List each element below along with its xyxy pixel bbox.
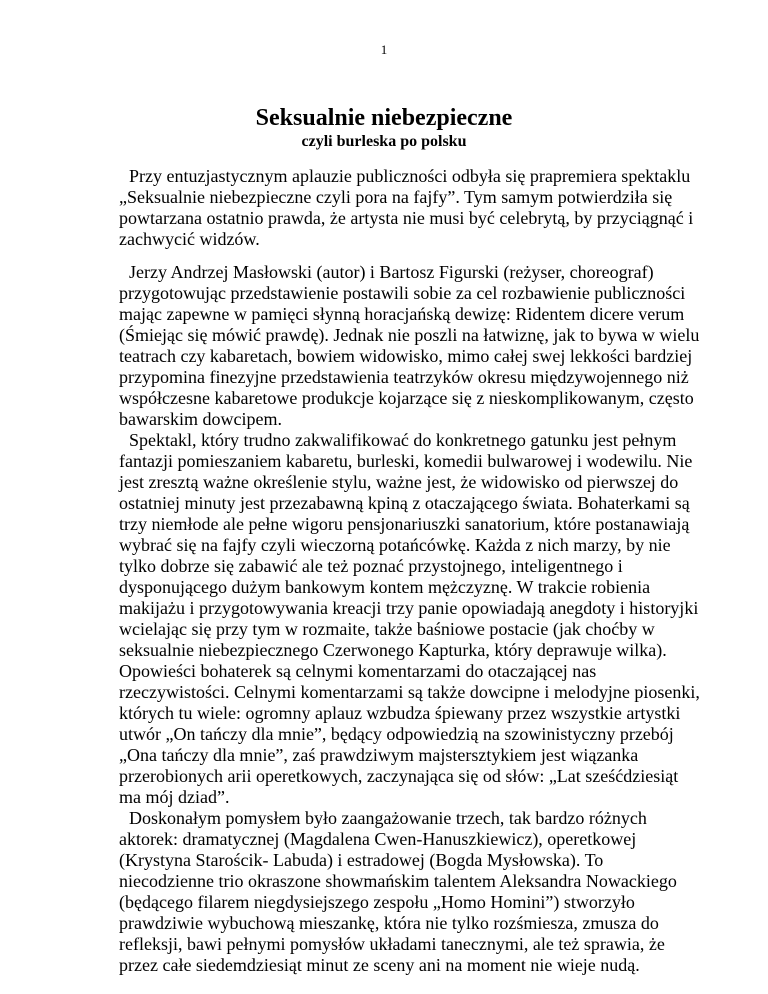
paragraph-line: dysponującego dużym bankowym kontem mężczyznę. W trakcie robienia bbox=[119, 577, 651, 597]
paragraph-line: utwór „On tańczy dla mnie”, będący odpowiedzią na szowinistyczny przebój bbox=[119, 724, 674, 744]
paragraph-line: refleksji, bawi pełnymi pomysłów układami tanecznymi, ale też sprawia, że bbox=[119, 934, 665, 954]
paragraph-line: Spektakl, który trudno zakwalifikować do konkretnego gatunku jest pełnym bbox=[129, 430, 677, 450]
paragraph-line: przerobionych arii operetkowych, zaczynająca się od słów: „Lat sześćdziesiąt bbox=[119, 766, 679, 786]
paragraph-line: fantazji pomieszaniem kabaretu, burleski, komedii bulwarowej i wodewilu. Nie bbox=[119, 451, 693, 471]
paragraph-3 bbox=[119, 430, 700, 808]
page-number: 1 bbox=[380, 42, 388, 57]
paragraph-line: (Śmiejąc się mówić prawdę). Jednak nie poszli na łatwiznę, jak to bywa w wielu bbox=[119, 325, 700, 345]
paragraph-line: „Seksualnie niebezpieczne czyli pora na fajfy”. Tym samym potwierdziła się bbox=[119, 187, 673, 207]
paragraph-4 bbox=[119, 808, 679, 976]
paragraph-line: trzy niemłode ale pełne wigoru pensjonariuszki sanatorium, które postanawiają bbox=[119, 514, 690, 534]
paragraph-line: ostatniej minuty jest przezabawną kpiną z otaczającego świata. Bohaterkami są bbox=[119, 493, 690, 513]
paragraph-line: Jerzy Andrzej Masłowski (autor) i Bartosz Figurski (reżyser, choreograf) bbox=[129, 262, 654, 282]
paragraph-line: (będącego filarem niegdysiejszego zespołu „Homo Homini”) stworzyło bbox=[119, 892, 635, 912]
paragraph-line: Przy entuzjastycznym aplauzie publiczności odbyła się prapremiera spektaklu bbox=[129, 166, 691, 186]
paragraph-line: zachwycić widzów. bbox=[119, 229, 260, 249]
paragraph-1 bbox=[119, 166, 694, 250]
paragraph-line: mając zapewne w pamięci słynną horacjańską dewizę: Ridentem dicere verum bbox=[119, 304, 685, 324]
paragraph-line: teatrach czy kabaretach, bowiem widowisko, mimo całej swej lekkości bardziej bbox=[119, 346, 693, 366]
paragraph-line: wcielając się przy tym w rozmaite, także baśniowe postacie (jak choćby w bbox=[119, 619, 655, 639]
paragraph-line: bawarskim dowcipem. bbox=[119, 409, 282, 429]
paragraph-line: prawdziwie wybuchową mieszankę, która nie tylko rozśmiesza, zmusza do bbox=[119, 913, 659, 933]
paragraph-line: Doskonałym pomysłem było zaangażowanie trzech, tak bardzo różnych bbox=[129, 808, 647, 828]
paragraph-line: niecodzienne trio okraszone showmańskim talentem Aleksandra Nowackiego bbox=[119, 871, 677, 891]
paragraph-line: jest zresztą ważne określenie stylu, ważne jest, że widowisko od pierwszej do bbox=[119, 472, 679, 492]
article-title: Seksualnie niebezpieczne bbox=[255, 105, 513, 131]
paragraph-line: wybrać się na fajfy czyli wieczorną potańcówkę. Każda z nich marzy, by nie bbox=[119, 535, 671, 555]
paragraph-line: rzeczywistości. Celnymi komentarzami są także dowcipne i melodyjne piosenki, bbox=[119, 682, 700, 702]
paragraph-line: powtarzana ostatnio prawda, że artysta nie musi być celebrytą, by przyciągnąć i bbox=[119, 208, 694, 228]
paragraph-line: seksualnie niebezpiecznego Czerwonego Kapturka, który deprawuje wilka). bbox=[119, 640, 667, 660]
paragraph-line: przez całe siedemdziesiąt minut ze sceny ani na moment nie wieje nudą. bbox=[119, 955, 640, 975]
paragraph-line: przygotowując przedstawienie postawili sobie za cel rozbawienie publiczności bbox=[119, 283, 686, 303]
paragraph-line: „Ona tańczy dla mnie”, zaś prawdziwym majstersztykiem jest wiązanka bbox=[119, 745, 639, 765]
paragraph-line: przypomina finezyjne przedstawienia teatrzyków okresu międzywojennego niż bbox=[119, 367, 689, 387]
paragraph-line: współczesne kabaretowe produkcje kojarzące się z nieskomplikowanym, często bbox=[119, 388, 694, 408]
paragraph-line: ma mój dziad”. bbox=[119, 787, 230, 807]
paragraph-line: tylko dobrze się zabawić ale też poznać przystojnego, inteligentnego i bbox=[119, 556, 623, 576]
paragraph-2 bbox=[119, 262, 700, 430]
paragraph-line: aktorek: dramatycznej (Magdalena Cwen-Hanuszkiewicz), operetkowej bbox=[119, 829, 637, 849]
paragraph-line: Opowieści bohaterek są celnymi komentarzami do otaczającej nas bbox=[119, 661, 597, 681]
paragraph-line: których tu wiele: ogromny aplauz wzbudza śpiewany przez wszystkie artystki bbox=[119, 703, 681, 723]
article-subtitle: czyli burleska po polsku bbox=[301, 133, 467, 150]
paragraph-line: (Krystyna Starościk- Labuda) i estradowej (Bogda Mysłowska). To bbox=[119, 850, 604, 870]
paragraph-line: makijażu i przygotowywania kreacji trzy panie opowiadają anegdoty i historyjki bbox=[119, 598, 699, 618]
